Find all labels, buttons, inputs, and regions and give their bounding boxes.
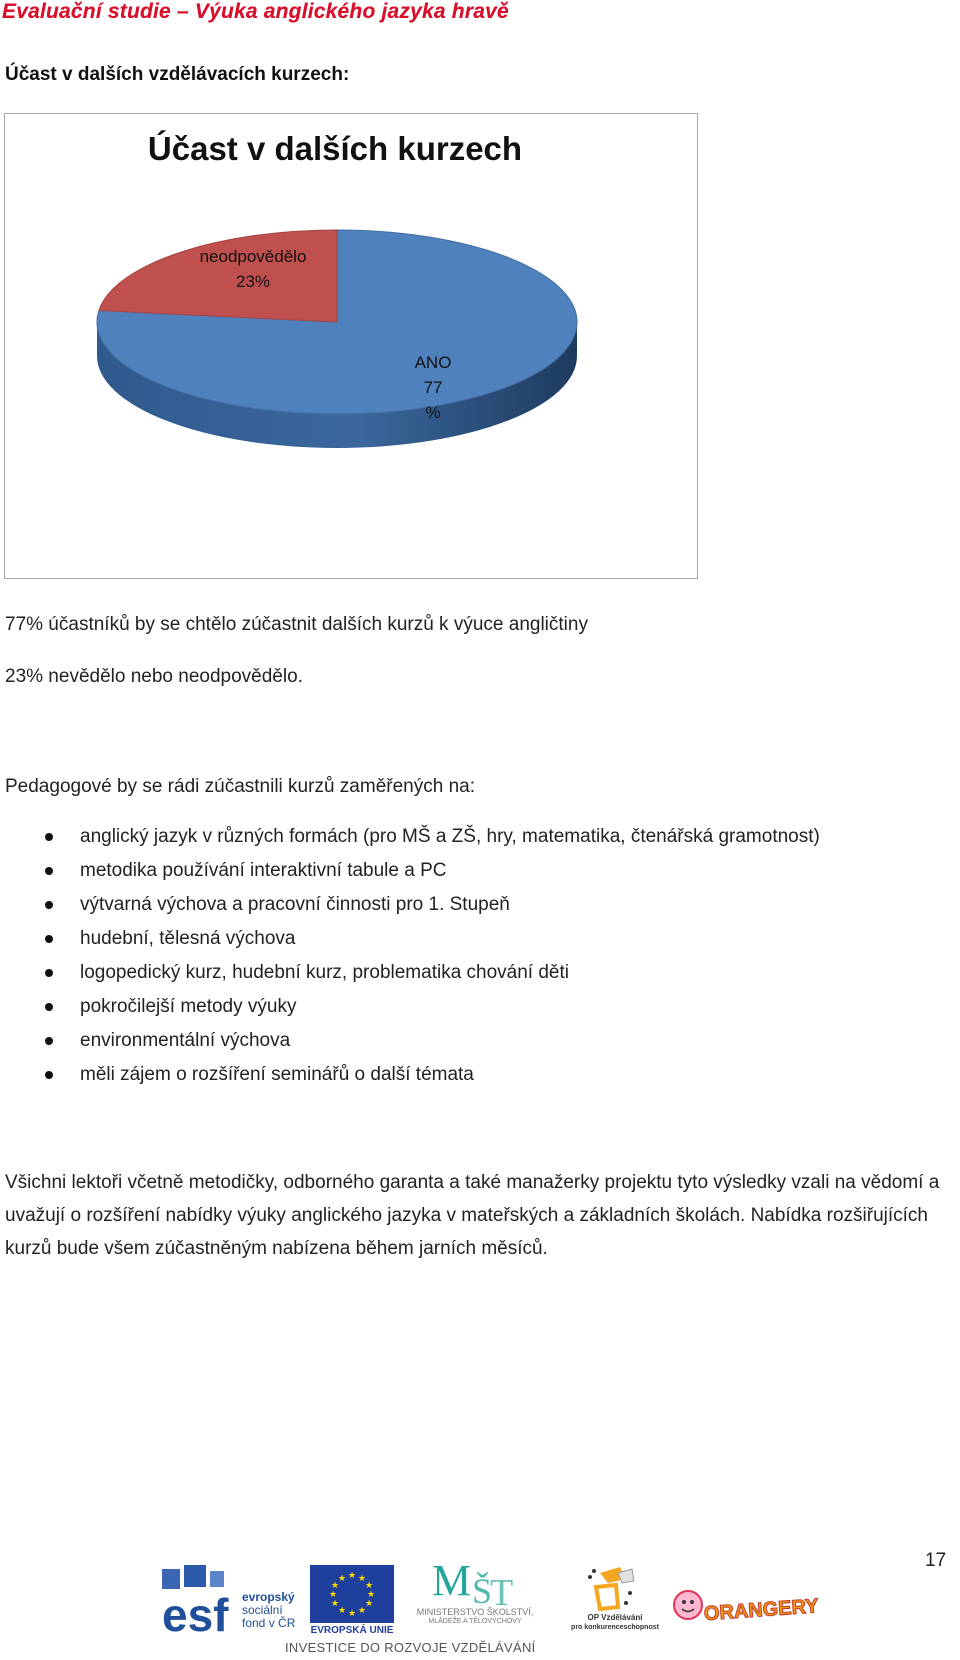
document-header-title: Evaluační studie – Výuka anglického jazyka hravě [2,0,509,23]
svg-text:★: ★ [330,1581,340,1591]
bullet-icon [45,901,53,909]
msmt-logo-icon [400,1555,550,1607]
msmt-line-1: MINISTERSTVO ŠKOLSTVÍ, [416,1607,534,1617]
footer-tagline: INVESTICE DO ROZVOJE VZDĚLÁVÁNÍ [285,1640,536,1655]
list-item [0,922,820,956]
esf-logo [160,1565,300,1637]
orangery-wordmark: ORANGERY [703,1595,820,1626]
list-item-text: metodika používání interaktivní tabule a PC [80,860,447,881]
list-item [0,1024,820,1058]
eu-flag-icon [310,1565,394,1623]
svg-text:esf: esf [162,1589,229,1637]
op-logo [560,1563,670,1647]
page-number: 17 [925,1550,947,1571]
svg-text:★: ★ [364,1599,374,1609]
msmt-logo [400,1555,550,1639]
summary-line-2: 23% nevědělo nebo neodpovědělo. [5,666,303,687]
svg-text:Š: Š [472,1571,493,1607]
list-item-text: environmentální výchova [80,1030,291,1051]
bullet-icon [45,1071,53,1079]
pie-label-line: 23% [235,272,271,291]
esf-line-2: sociální [242,1603,283,1617]
op-line-1: OP Vzdělávání [587,1613,643,1622]
svg-text:★: ★ [364,1581,374,1591]
pie-label-line: neodpovědělo [199,247,307,266]
svg-text:★: ★ [337,1606,347,1616]
pie-label-line: 77 [423,378,443,397]
list-item [0,854,820,888]
svg-text:T: T [490,1572,514,1607]
list-item-text: výtvarná výchova a pracovní činnosti pro 1. Stupeň [80,894,510,915]
svg-text:★: ★ [337,1574,347,1584]
bullet-icon [45,867,53,875]
svg-text:★: ★ [330,1599,340,1609]
summary-line-1: 77% účastníků by se chtělo zúčastnit dalších kurzů k výuce angličtiny [5,614,588,635]
svg-text:★: ★ [328,1590,338,1600]
closing-paragraph: Všichni lektoři včetně metodičky, odborného garanta a také manažerky projektu tyto výsledky vzali na vědomí a uvažují o rozšíření nabídky výuky anglického jazyka v mateřských a základních školách. Nabídka rozšiřujících kurzů bude všem zúčastněným nabízena během jarních měsíců. [5,1172,940,1259]
bullet-icon [45,833,53,841]
orangery-logo-icon [670,1583,820,1633]
bullet-icon [45,1037,53,1045]
op-logo-icon [560,1563,670,1619]
pie-chart-frame [4,113,698,579]
op-line-2: pro konkurenceschopnost [571,1624,659,1631]
bullet-icon [45,969,53,977]
list-item [0,1058,820,1092]
svg-text:★: ★ [366,1590,376,1600]
pie-label-line: % [425,403,441,422]
list-item-text: pokročilejší metody výuky [80,996,297,1017]
esf-line-1: evropský [242,1590,295,1604]
eu-label: EVROPSKÁ UNIE [310,1625,394,1636]
orangery-logo [670,1583,820,1633]
topics-list [0,820,820,1092]
list-item-text: hudební, tělesná výchova [80,928,296,949]
pie-chart [5,114,699,580]
pie-slice-neodpovědělo [99,230,337,322]
svg-text:★: ★ [347,1609,357,1619]
bullet-icon [45,1003,53,1011]
svg-text:★: ★ [347,1571,357,1581]
chart-title: Účast v dalších kurzech [147,130,523,167]
svg-text:★: ★ [357,1574,367,1584]
pie-label-line: ANO [414,353,452,372]
topics-intro: Pedagogové by se rádi zúčastnili kurzů zaměřených na: [5,776,475,797]
esf-line-3: fond v ČR [242,1616,296,1630]
list-item [0,888,820,922]
msmt-line-2: MLÁDEŽE A TĚLOVÝCHOVY [428,1618,522,1625]
list-item [0,820,820,854]
list-item-text: měli zájem o rozšíření seminářů o další témata [80,1064,474,1085]
eu-logo [310,1565,394,1639]
list-item [0,990,820,1024]
section-heading: Účast v dalších vzdělávacích kurzech: [5,64,350,85]
list-item-text: logopedický kurz, hudební kurz, problematika chování děti [80,962,569,983]
bullet-icon [45,935,53,943]
pie-top-group [97,230,577,414]
list-item [0,956,820,990]
list-item-text: anglický jazyk v různých formách (pro MŠ a ZŠ, hry, matematika, čtenářská gramotnost) [80,826,820,847]
svg-text:★: ★ [357,1606,367,1616]
svg-text:M: M [432,1556,472,1605]
